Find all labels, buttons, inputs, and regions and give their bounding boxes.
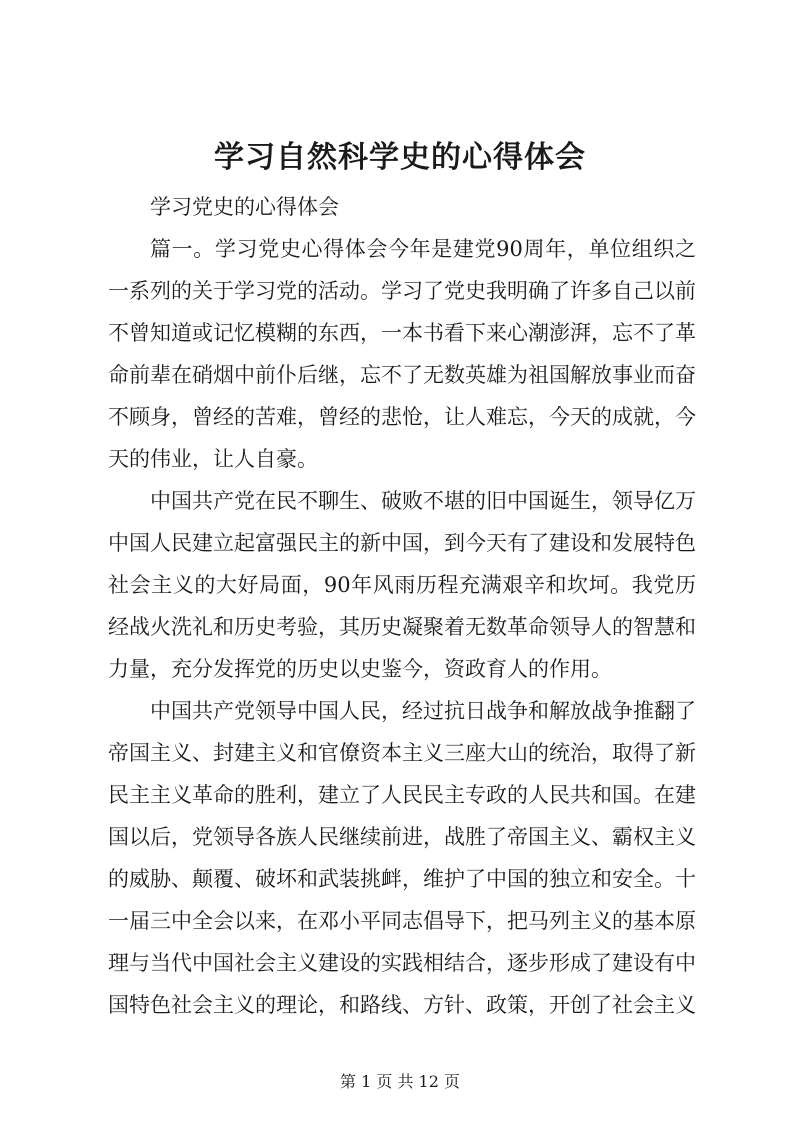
document-body — [108, 186, 696, 1026]
body-paragraph: 中国共产党领导中国人民，经过抗日战争和解放战争推翻了帝国主义、封建主义和官僚资本主义三座大山的统治，取得了新民主主义革命的胜利，建立了人民民主专政的人民共和国。在建国以后，党领导各族人民继续前进，战胜了帝国主义、霸权主义的威胁、颠覆、破坏和武装挑衅，维护了中国的独立和安全。十一届三中全会以来，在邓小平同志倡导下，把马列主义的基本原理与当代中国社会主义建设的实践相结合，逐步形成了建设有中国特色社会主义的理论，和路线、方针、政策，开创了社会主义 — [108, 699, 696, 1017]
body-paragraph: 中国共产党在民不聊生、破败不堪的旧中国诞生，领导亿万中国人民建立起富强民主的新中国，到今天有了建设和发展特色社会主义的大好局面，90年风雨历程充满艰辛和坎坷。我党历经战火洗礼和历史考验，其历史凝聚着无数革命领导人的智慧和力量，充分发挥党的历史以史鉴今，资政育人的作用。 — [108, 489, 696, 681]
page-title: 学习自然科学史的心得体会 — [214, 140, 586, 175]
body-paragraph: 篇一。学习党史心得体会今年是建党90周年，单位组织之一系列的关于学习党的活动。学习了党史我明确了许多自己以前不曾知道或记忆模糊的东西，一本书看下来心潮澎湃，忘不了革命前辈在硝烟中前仆后继，忘不了无数英雄为祖国解放事业而奋不顾身，曾经的苦难，曾经的悲怆，让人难忘，今天的成就，今天的伟业，让人自豪。 — [108, 237, 696, 471]
subtitle-paragraph: 学习党史的心得体会 — [150, 195, 339, 219]
page-footer: 第 1 页 共 12 页 — [340, 1072, 460, 1091]
